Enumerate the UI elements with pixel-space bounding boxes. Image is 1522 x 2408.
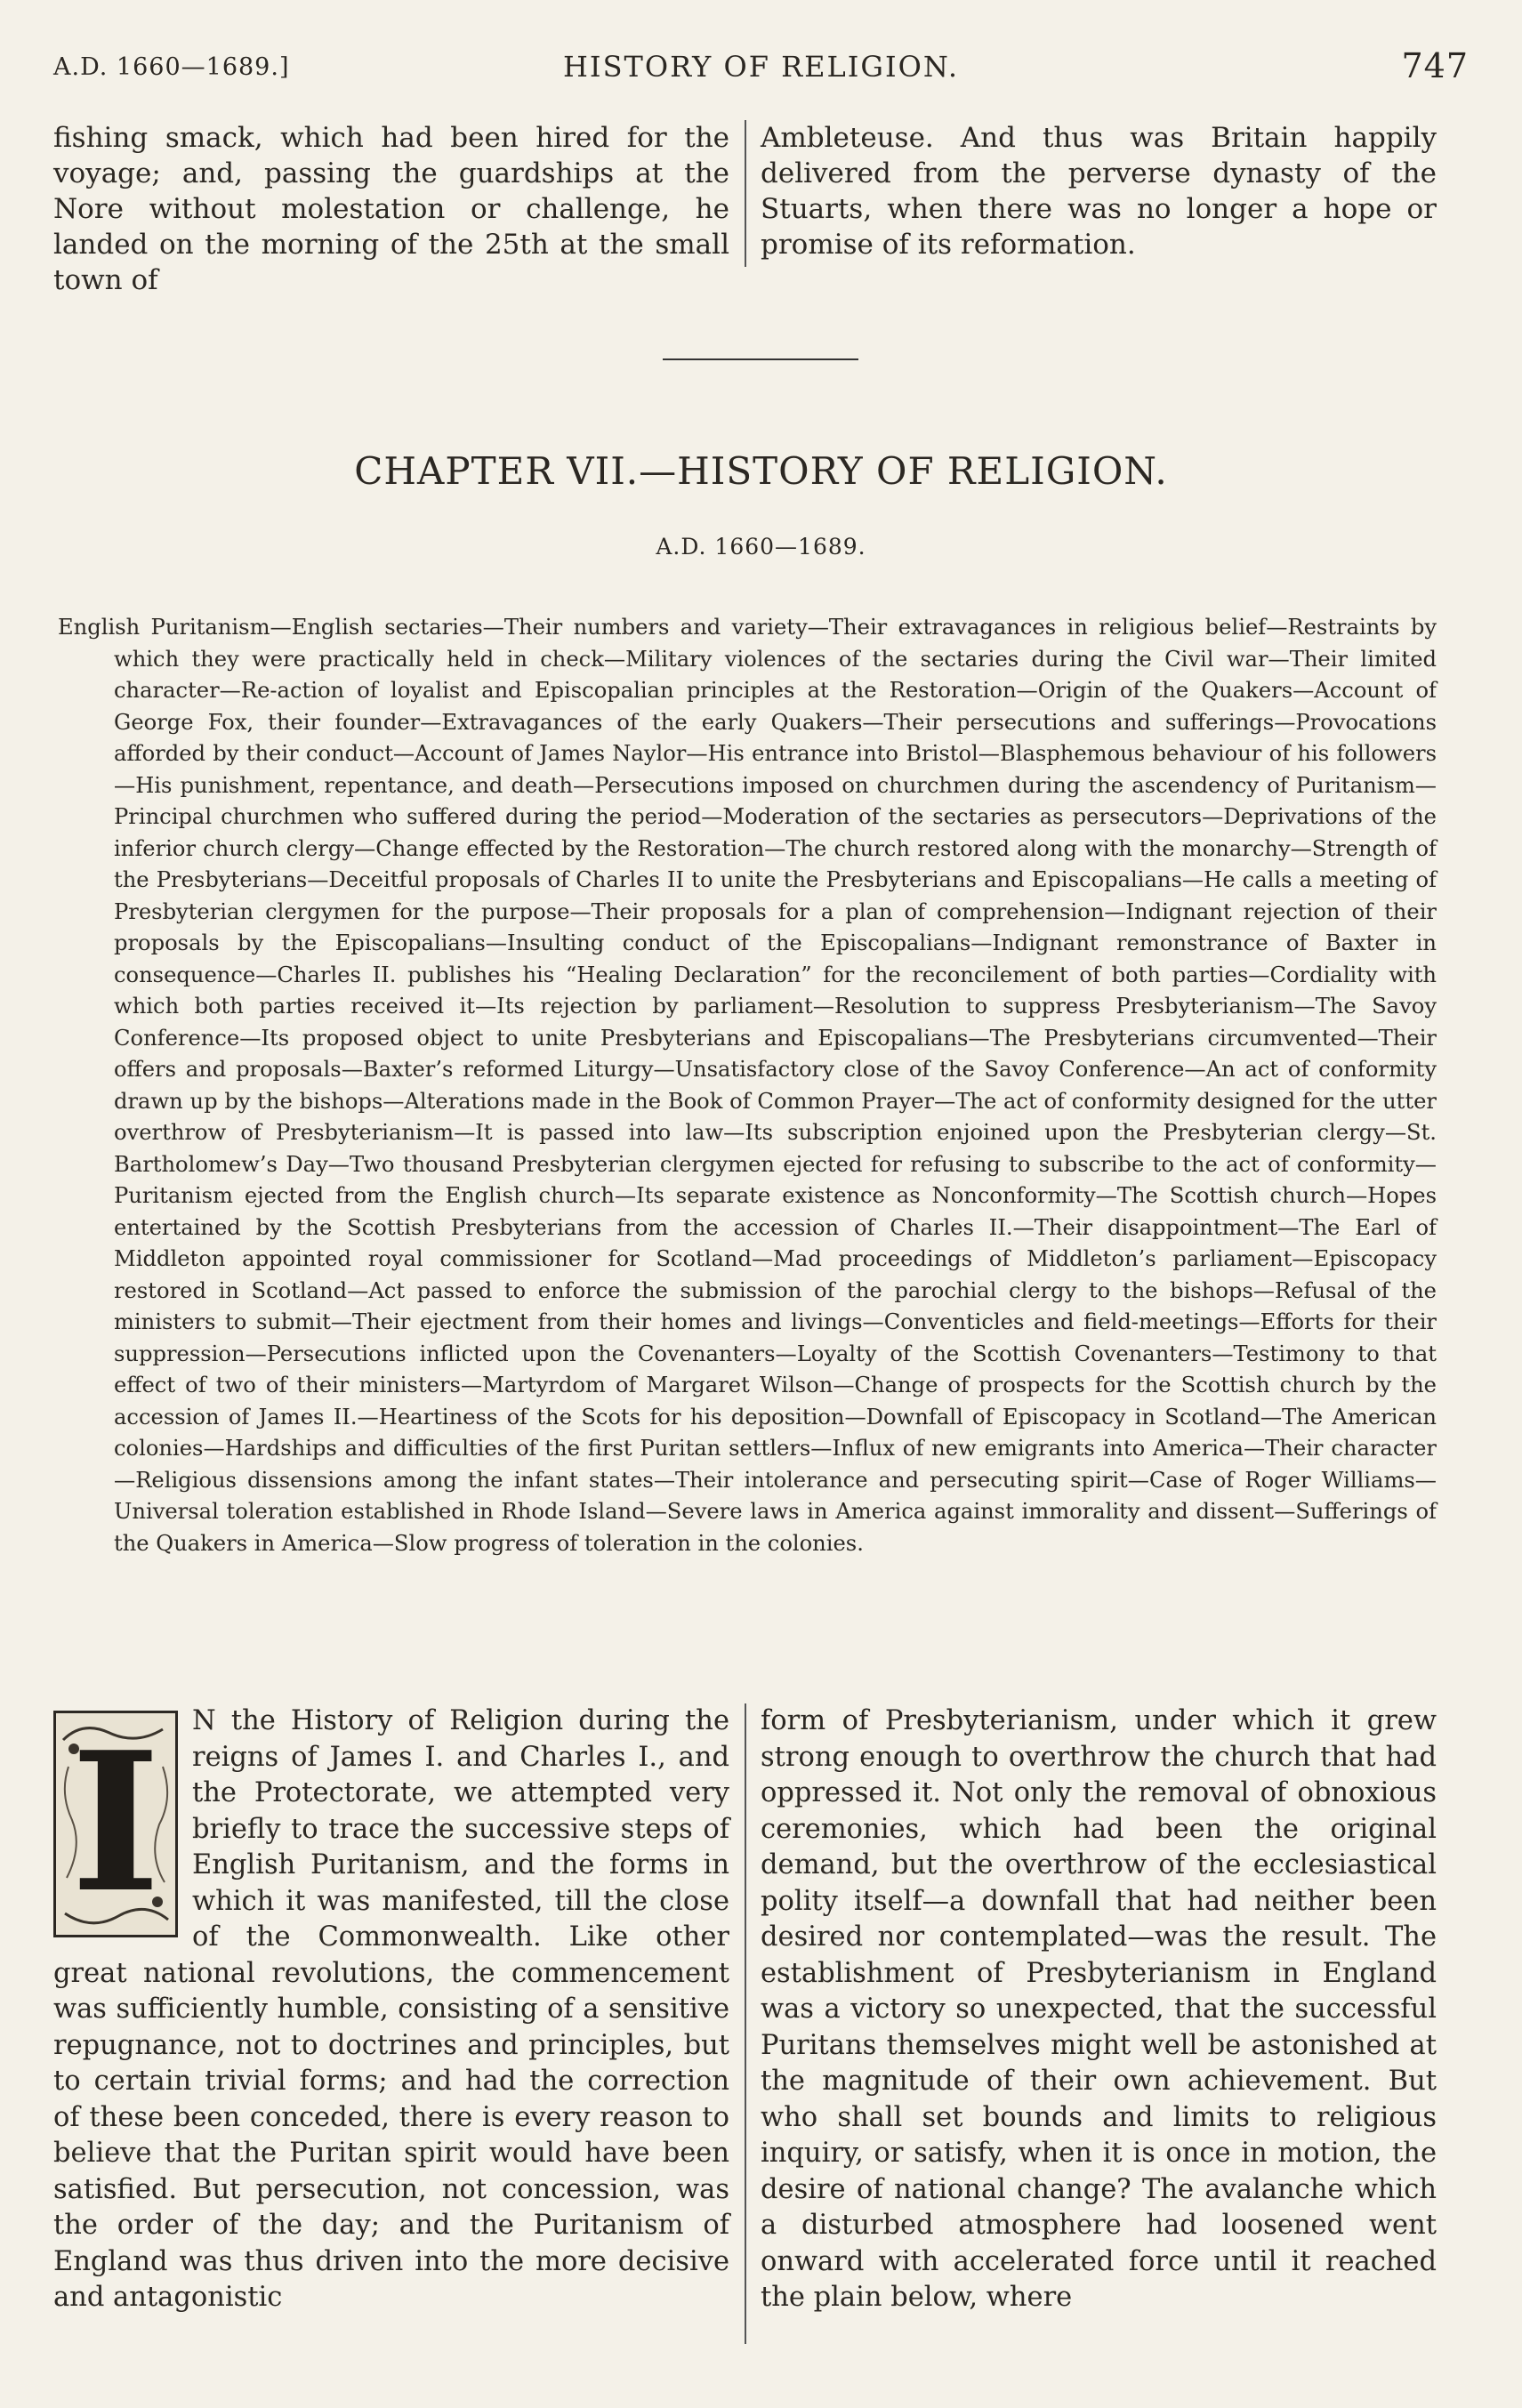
running-head: [53, 44, 1469, 89]
chapter-synopsis: [58, 612, 1437, 1559]
chapter-date: A.D. 1660—1689.: [656, 534, 866, 560]
drop-cap-letter: I: [70, 1710, 161, 1935]
body-right-text: form of Presbyterianism, under which it grew strong enough to overthrow the church that had oppressed it. Not only the removal of obnoxious ceremonies, which had been the original demand, but the overthrow of the ecclesiastical polity itself—a downfall that had neither been desired nor contemplated—was the result. The establishment of Presbyterianism in England was a victory so unexpected, that the successful Puritans themselves might well be astonished at the magnitude of their own achievement. But who shall set bounds and limits to religious inquiry, or satisfy, when it is once in motion, the desire of national change? The avalanche which a disturbed atmosphere had loosened went onward with accelerated force until it reached the plain below, where: [761, 1705, 1437, 2313]
continuation-left-column: fishing smack, which had been hired for the voyage; and, passing the guardships at the Nore without molestation or challenge, he landed on the morning of the 25th at the small town of: [53, 122, 729, 296]
running-head-title: HISTORY OF RELIGION.: [563, 50, 959, 84]
body-left-text: N the History of Religion during the reigns of James I. and Charles I., and the Protectorate, we attempted very briefly to trace the successive steps of English Puritanism, and the forms in which it was manifested, till the close of the Commonwealth. Like other great national revolutions, the commencement was sufficiently humble, consisting of a sensitive repugnance, not to doctrines and principles, but to certain trivial forms; and had the correction of these been conceded, there is every reason to believe that the Puritan spirit would have been satisfied. But persecution, not concession, was the order of the day; and the Puritanism of England was thus driven into the more decisive and antagonistic: [53, 1705, 729, 2313]
synopsis-text: English Puritanism—English sectaries—Their numbers and variety—Their extravagances in religious belief—Restraints by which they were practically held in check—Military violences of the sectaries during the Civil war—Their limited character—Re-action of loyalist and Episcopalian principles at the Restoration—Origin of the Quakers—Account of George Fox, their founder—Extravagances of the early Quakers—Their persecutions and sufferings—Provocations afforded by their conduct—Account of James Naylor—His entrance into Bristol—Blasphemous behaviour of his followers—His punishment, repentance, and death—Persecutions imposed on churchmen during the ascendency of Puritanism—Principal churchmen who suffered during the period—Moderation of the sectaries as persecutors—Deprivations of the inferior church clergy—Change effected by the Restoration—The church restored along with the monarchy—Strength of the Presbyterians—Deceitful proposals of Charles II to unite the Presbyterians and Episcopalians—He calls a meeting of Presbyterian clergymen for the purpose—Their proposals for a plan of comprehension—Indignant rejection of their proposals by the Episcopalians—Insulting conduct of the Episcopalians—Indignant remonstrance of Baxter in consequence—Charles II. publishes his “Healing Declaration” for the reconcilement of both parties—Cordiality with which both parties received it—Its rejection by parliament—Resolution to suppress Presbyterianism—The Savoy Conference—Its proposed object to unite Presbyterians and Episcopalians—The Presbyterians circumvented—Their offers and proposals—Baxter’s reformed Liturgy—Unsatisfactory close of the Savoy Conference—An act of conformity drawn up by the bishops—Alterations made in the Book of Common Prayer—The act of conformity designed for the utter overthrow of Presbyterianism—It is passed into law—Its subscription enjoined upon the Presbyterian clergy—St. Bartholomew’s Day—Two thousand Presbyterian clergymen ejected for refusing to subscribe to the act of conformity—Puritanism ejected from the English church—Its separate existence as Nonconformity—The Scottish church—Hopes entertained by the Scottish Presbyterians from the accession of Charles II.—Their disappointment—The Earl of Middleton appointed royal commissioner for Scotland—Mad proceedings of Middleton’s parliament—Episcopacy restored in Scotland—Act passed to enforce the submission of the parochial clergy to the bishops—Refusal of the ministers to submit—Their ejectment from their homes and livings—Conventicles and field-meetings—Efforts for their suppression—Persecutions inflicted upon the Covenanters—Loyalty of the Scottish Covenanters—Testimony to that effect of two of their ministers—Martyrdom of Margaret Wilson—Change of prospects for the Scottish church by the accession of James II.—Heartiness of the Scots for his deposition—Downfall of Episcopacy in Scotland—The American colonies—Hardships and difficulties of the first Puritan settlers—Influx of new emigrants into America—Their character—Religious dissensions among the infant states—Their intolerance and persecuting spirit—Case of Roger Williams—Universal toleration established in Rhode Island—Severe laws in America against immorality and dissent—Sufferings of the Quakers in America—Slow progress of toleration in the colonies.: [58, 615, 1437, 1556]
drop-cap-ornament: [53, 1711, 178, 1937]
continuation-columns: [53, 120, 1441, 296]
column-rule: [745, 1703, 746, 2344]
chapter-title: CHAPTER VII.—HISTORY OF RELIGION.: [354, 449, 1168, 493]
continuation-right-column: Ambleteuse. And thus was Britain happily delivered from the perverse dynasty of the Stuarts, when there was no longer a hope or promise of its reformation.: [761, 122, 1437, 261]
body-right-column: [761, 1703, 1437, 2316]
body-columns: [53, 1703, 1441, 2344]
running-head-date: A.D. 1660—1689.]: [53, 53, 290, 81]
column-rule: [745, 120, 746, 267]
body-left-column: [53, 1703, 729, 2316]
page-number: 747: [1401, 46, 1469, 85]
section-divider: [663, 358, 858, 360]
